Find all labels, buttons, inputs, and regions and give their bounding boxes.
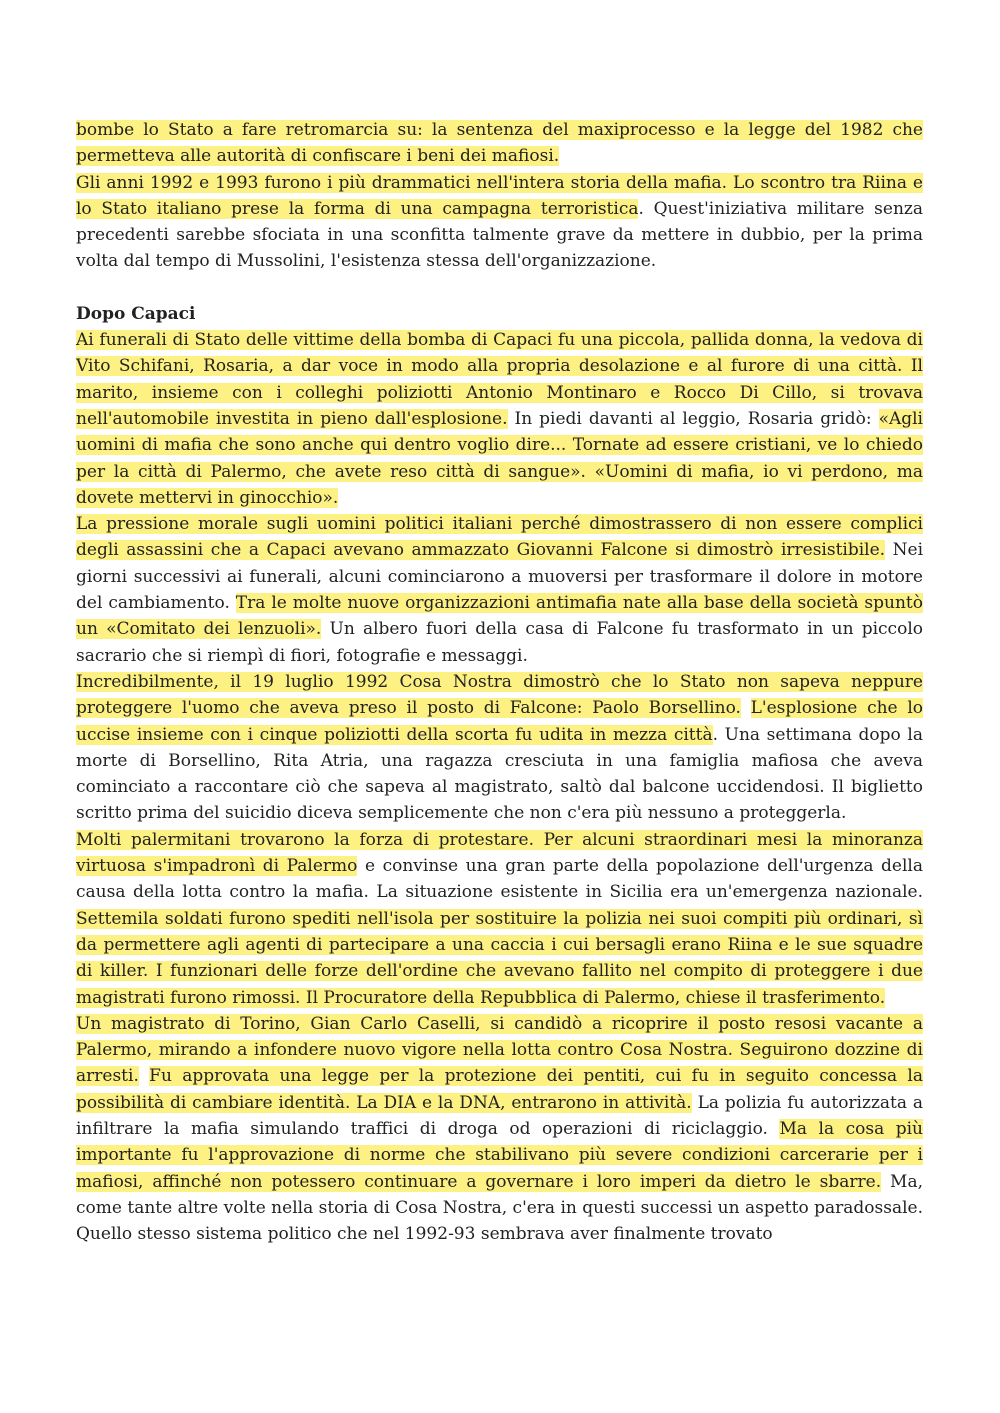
highlighted-text: Molti palermitani trovarono la forza di protestare. Per alcuni straordinari mesi la minoranza virtuosa s'impadronì di Palermo — [76, 829, 923, 877]
highlighted-text: L'esplosione che lo uccise insieme con i cinque poliziotti della scorta fu udita in mezza città — [76, 698, 923, 745]
paragraph-1 — [76, 117, 923, 170]
body-text — [741, 698, 751, 718]
body-text: Ma, come tante altre volte nella storia di Cosa Nostra, c'era in questi successi un aspetto paradossale. Quello stesso sistema politico che nel 1992-93 sembrava aver finalmente trovato — [76, 1171, 923, 1245]
highlighted-text: «Agli uomini di mafia che sono anche qui dentro voglio dire... Tornate ad essere cristiani, ve lo chiedo per la città di Palermo, che avete reso città di sangue». «Uomini di mafia, io vi perdono, ma dovete mettervi in ginocchio». — [76, 408, 923, 508]
section-heading: Dopo Capaci — [76, 303, 196, 324]
body-text: La polizia fu autorizzata a infiltrare la mafia simulando traffici di droga od operazioni di riciclaggio. — [76, 1092, 923, 1139]
body-text — [139, 1066, 149, 1086]
body-text: Un albero fuori della casa di Falcone fu trasformato in un piccolo sacrario che si riempì di fiori, fotografie e messaggi. — [76, 619, 923, 666]
paragraph-4 — [76, 511, 923, 669]
document-page — [76, 117, 923, 1247]
paragraph-6 — [76, 827, 923, 1011]
paragraph-2 — [76, 170, 923, 275]
highlighted-text: Ai funerali di Stato delle vittime della bomba di Capaci fu una piccola, pallida donna, la vedova di Vito Schifani, Rosaria, a dar voce in modo alla propria desolazione e al furore di una città. Il marito, insieme con i colleghi poliziotti Antonio Montinaro e Rocco Di Cillo, si trovava nell'automobile investita in pieno dall'esplosione. — [76, 330, 923, 429]
body-text: In piedi davanti al leggio, Rosaria gridò: — [507, 408, 879, 429]
highlighted-text: Settemila soldati furono spediti nell'isola per sostituire la polizia nei suoi compiti più ordinari, sì da permettere agli agenti di partecipare a una caccia i cui bersagli erano Riina e le sue squadre di killer. I funzionari delle forze dell'ordine che avevano fallito nel compito di proteggere i due magistrati furono rimossi. Il Procuratore della Repubblica di Palermo, chiese il trasferimento. — [76, 908, 923, 1008]
body-text: e convinse una gran parte della popolazione dell'urgenza della causa della lotta contro la mafia. La situazione esistente in Sicilia era un'emergenza nazionale. — [76, 856, 924, 903]
highlighted-text: Gli anni 1992 e 1993 furono i più drammatici nell'intera storia della mafia. Lo scontro tra Riina e lo Stato italiano prese la forma di una campagna terroristica — [76, 172, 923, 219]
highlighted-text: La pressione morale sugli uomini politici italiani perché dimostrassero di non essere complici degli assassini che a Capaci avevano ammazzato Giovanni Falcone si dimostrò irresistibile. — [76, 514, 923, 561]
paragraph-3 — [76, 327, 923, 511]
highlighted-text: Ma la cosa più importante fu l'approvazione di norme che stabilivano più severe condizioni carcerarie per i mafiosi, affinché non potessero continuare a governare i loro imperi da dietro le sbarre. — [76, 1118, 923, 1192]
body-text: Nei giorni successivi ai funerali, alcuni cominciarono a muoversi per trasformare il dolore in motore del cambiamento. — [76, 540, 924, 614]
highlighted-text: bombe lo Stato a fare retromarcia su: la sentenza del maxiprocesso e la legge del 1982 che permetteva alle autorità di confiscare i beni dei mafiosi. — [76, 120, 923, 167]
highlighted-text: Fu approvata una legge per la protezione dei pentiti, cui fu in seguito concessa la possibilità di cambiare identità. La DIA e la DNA, entrarono in attività. — [76, 1066, 923, 1113]
paragraph-5 — [76, 669, 923, 827]
body-text: . Una settimana dopo la morte di Borsellino, Rita Atria, una ragazza cresciuta in una famiglia mafiosa che aveva cominciato a raccontare ciò che sapeva al magistrato, saltò dal balcone uccidendosi. Il biglietto scritto prima del suicidio diceva semplicemente che non c'era più nessuno a proteggerla. — [76, 724, 923, 824]
paragraph-7 — [76, 1011, 923, 1248]
highlighted-text: Un magistrato di Torino, Gian Carlo Caselli, si candidò a ricoprire il posto resosi vacante a Palermo, mirando a infondere nuovo vigore nella lotta contro Cosa Nostra. Seguirono dozzine di arresti. — [76, 1013, 923, 1087]
body-text: . Quest'iniziativa militare senza precedenti sarebbe sfociata in una sconfitta talmente grave da mettere in dubbio, per la prima volta dal tempo di Mussolini, l'esistenza stessa dell'organizzazione. — [76, 198, 923, 272]
highlighted-text: Incredibilmente, il 19 luglio 1992 Cosa Nostra dimostrò che lo Stato non sapeva neppure proteggere l'uomo che aveva preso il posto di Falcone: Paolo Borsellino. — [76, 671, 923, 719]
paragraph-gap — [76, 275, 923, 301]
highlighted-text: Tra le molte nuove organizzazioni antimafia nate alla base della società spuntò un «Comitato dei lenzuoli». — [76, 593, 923, 640]
